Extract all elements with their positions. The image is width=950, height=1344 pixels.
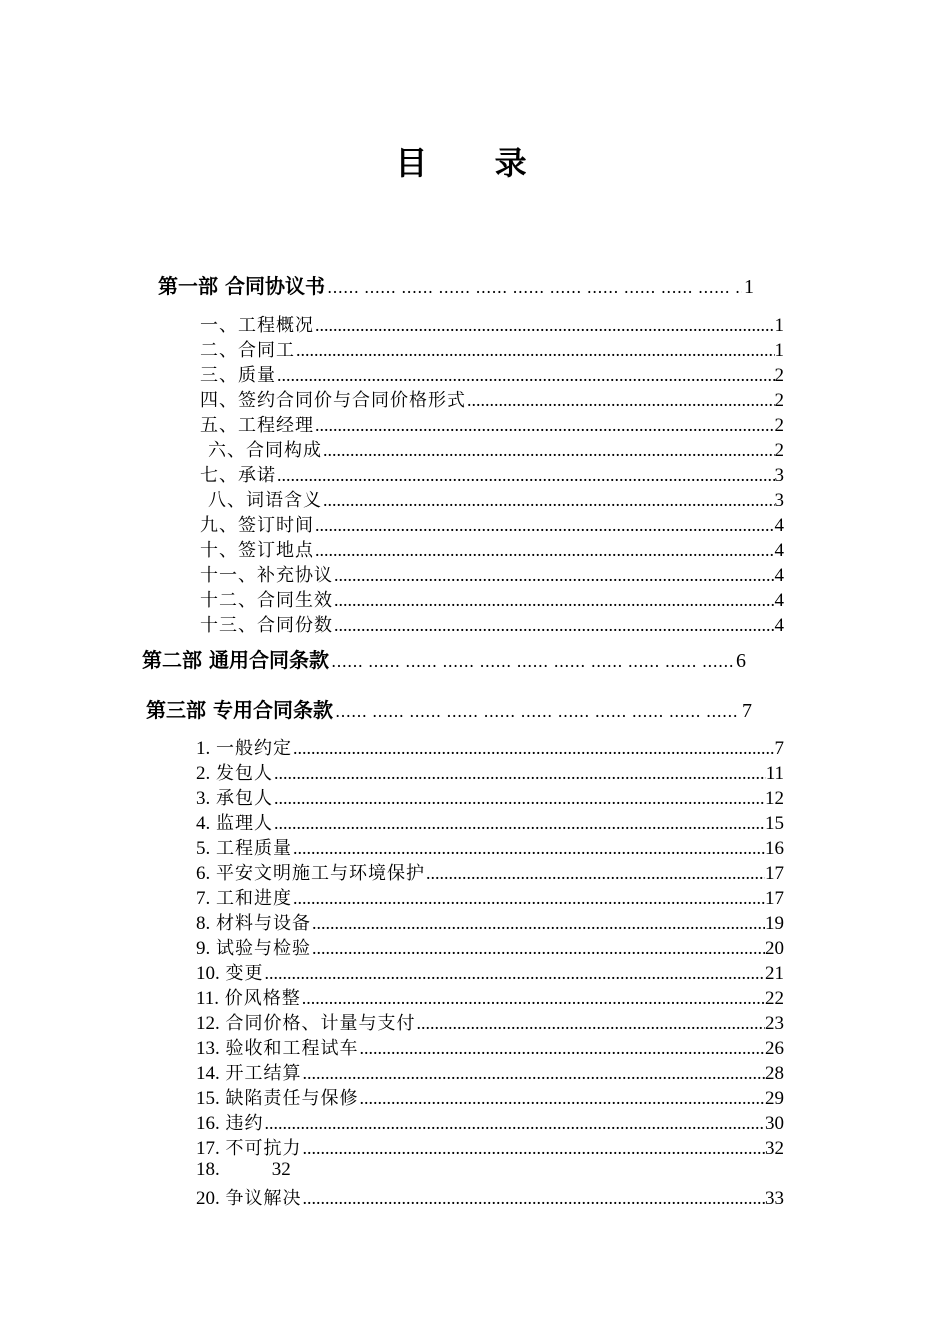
toc-page-number: 32 [765,1138,784,1159]
toc-item[interactable] [200,461,784,486]
part-label: 第二部 通用合同条款 [142,648,329,672]
toc-item[interactable] [196,1134,784,1159]
toc-item-label: 工程质量 [215,838,292,859]
toc-page-number: 19 [765,913,784,934]
toc-page-number: 33 [765,1188,784,1209]
dot-leader [312,913,765,934]
toc-item[interactable] [200,536,784,561]
toc-item[interactable] [200,511,784,536]
toc-item[interactable] [196,809,784,834]
dot-leader [274,788,765,809]
toc-item-label: 三、质量 [200,365,276,386]
part-page-number: 6 [736,650,746,672]
dot-leader [335,702,740,721]
toc-item[interactable] [200,361,784,386]
toc-item[interactable] [196,1009,784,1034]
toc-item-label: 争议解决 [225,1188,302,1209]
dot-leader [293,888,765,909]
toc-item-number: 18. [196,1159,220,1180]
dot-leader [293,838,765,859]
toc-item-label: 工和进度 [215,888,292,909]
toc-item-label: 价风格整 [224,988,301,1009]
toc-item-number: 3. [196,788,211,809]
toc-item-label: 发包人 [215,763,273,784]
toc-page-number: 23 [765,1013,784,1034]
dot-leader [315,515,775,536]
toc-page-number: 28 [765,1063,784,1084]
toc-page-number: 29 [765,1088,784,1109]
toc-part-2[interactable] [142,644,746,673]
toc-item-label: 一、工程概况 [200,315,314,336]
dot-leader [323,440,775,461]
toc-item-number: 16. [196,1113,220,1134]
toc-item[interactable] [196,1184,784,1209]
dot-leader [302,1138,765,1159]
toc-item[interactable] [196,959,784,984]
toc-item-label: 变更 [225,963,264,984]
toc-item-label: 十三、合同份数 [200,615,333,636]
toc-item-number: 6. [196,863,211,884]
toc-item[interactable] [196,1084,784,1109]
toc-item[interactable] [200,411,784,436]
dot-leader [359,1038,765,1059]
toc-page-number: 7 [774,738,784,759]
toc-item-label: 五、工程经理 [200,415,314,436]
toc-item[interactable] [196,1059,784,1084]
part-page-number: 7 [742,700,752,722]
toc-page-number: 3 [774,490,784,511]
dot-leader [416,1013,765,1034]
dot-leader [274,763,766,784]
toc-page-number: 4 [774,515,784,536]
toc-item-label: 不可抗力 [225,1138,302,1159]
toc-item-number: 11. [196,988,220,1009]
toc-page-number: 16 [765,838,784,859]
toc-item-label: 验收和工程试车 [225,1038,359,1059]
toc-item-label: 材料与设备 [215,913,311,934]
toc-item[interactable] [208,486,784,511]
toc-item-label: 监理人 [215,813,273,834]
dot-leader [302,1188,765,1209]
toc-item-number: 1. [196,738,211,759]
toc-item-number: 7. [196,888,211,909]
toc-part-3[interactable] [146,694,752,723]
toc-page-number: 17 [765,863,784,884]
toc-item[interactable] [196,759,784,784]
toc-item-label: 八、词语含义 [208,490,322,511]
toc-item-number: 10. [196,963,220,984]
toc-page-number: 3 [774,465,784,486]
toc-page-number: 12 [765,788,784,809]
toc-page-number: 20 [765,938,784,959]
toc-item[interactable] [196,909,784,934]
dot-leader [467,390,775,411]
toc-page-number: 32 [271,1159,291,1180]
toc-page-number: 4 [774,540,784,561]
toc-page-number: 2 [774,390,784,411]
toc-item[interactable] [196,1159,396,1184]
toc-item-number: 2. [196,763,211,784]
toc-item-label: 违约 [225,1113,264,1134]
dot-leader [277,365,775,386]
toc-item[interactable] [200,586,784,611]
toc-item[interactable] [200,311,784,336]
dot-leader [331,652,734,671]
toc-item-number: 17. [196,1138,220,1159]
part-page-number: 1 [744,276,754,298]
dot-leader [274,813,765,834]
toc-item-label: 十一、补充协议 [200,565,333,586]
toc-page-number: 22 [765,988,784,1009]
toc-page-number: 11 [765,763,784,784]
toc-page-number: 30 [765,1113,784,1134]
toc-item-label: 七、承诺 [200,465,276,486]
dot-leader [296,340,775,361]
dot-leader [359,1088,765,1109]
toc-item[interactable] [196,784,784,809]
dot-leader [315,540,775,561]
toc-page-number: 21 [765,963,784,984]
toc-item[interactable] [196,734,784,759]
toc-item[interactable] [200,386,784,411]
dot-leader [334,590,775,611]
dot-leader [334,565,775,586]
toc-item[interactable] [196,984,784,1009]
toc-item[interactable] [200,561,784,586]
dot-leader [327,278,742,297]
toc-page-number: 4 [774,565,784,586]
dot-leader [323,490,775,511]
dot-leader [315,415,775,436]
toc-item[interactable] [196,1034,784,1059]
toc-item-label: 四、签约合同价与合同价格形式 [200,390,466,411]
dot-leader [302,988,765,1009]
toc-item-label: 合同价格、计量与支付 [225,1013,416,1034]
dot-leader [312,938,765,959]
toc-item-label: 缺陷责任与保修 [225,1088,359,1109]
toc-item-number: 8. [196,913,211,934]
toc-item[interactable] [196,1109,784,1134]
toc-item-label: 开工结算 [225,1063,302,1084]
toc-item[interactable] [196,859,784,884]
toc-item-number: 4. [196,813,211,834]
toc-page-number: 26 [765,1038,784,1059]
toc-part-1[interactable] [158,270,754,299]
toc-item-number: 20. [196,1188,220,1209]
page-title: 目 录 [395,144,555,182]
toc-page-number: 4 [774,615,784,636]
toc-item-label: 承包人 [215,788,273,809]
toc-page-number: 2 [774,415,784,436]
toc-item[interactable] [200,336,784,361]
toc-item-label: 二、合同工 [200,340,295,361]
dot-leader [334,615,775,636]
toc-page-number: 1 [774,315,784,336]
toc-page-number: 15 [765,813,784,834]
toc-item-number: 9. [196,938,211,959]
toc-item-label: 十、签订地点 [200,540,314,561]
toc-page-number: 2 [774,365,784,386]
toc-item-number: 5. [196,838,211,859]
toc-item-number: 12. [196,1013,220,1034]
toc-item[interactable] [196,834,784,859]
toc-item-label: 一般约定 [215,738,292,759]
toc-page-number: 17 [765,888,784,909]
dot-leader [315,315,775,336]
toc-item-number: 13. [196,1038,220,1059]
toc-item-label: 平安文明施工与环境保护 [215,863,425,884]
dot-leader [264,1113,765,1134]
toc-page-number: 1 [774,340,784,361]
dot-leader [293,738,775,759]
part-label: 第三部 专用合同条款 [146,698,333,722]
toc-item-number: 14. [196,1063,220,1084]
toc-item[interactable] [200,611,784,636]
toc-item-label: 六、合同构成 [208,440,322,461]
dot-leader [302,1063,765,1084]
toc-item[interactable] [196,884,784,909]
dot-leader [264,963,765,984]
dot-leader [426,863,765,884]
toc-item-number: 15. [196,1088,220,1109]
dot-leader [277,465,775,486]
toc-item[interactable] [196,934,784,959]
part-label: 第一部 合同协议书 [158,274,325,298]
toc-page-number: 4 [774,590,784,611]
toc-item[interactable] [208,436,784,461]
toc-page-number: 2 [774,440,784,461]
toc-item-label: 九、签订时间 [200,515,314,536]
toc-item-label: 试验与检验 [215,938,311,959]
toc-item-label: 十二、合同生效 [200,590,333,611]
